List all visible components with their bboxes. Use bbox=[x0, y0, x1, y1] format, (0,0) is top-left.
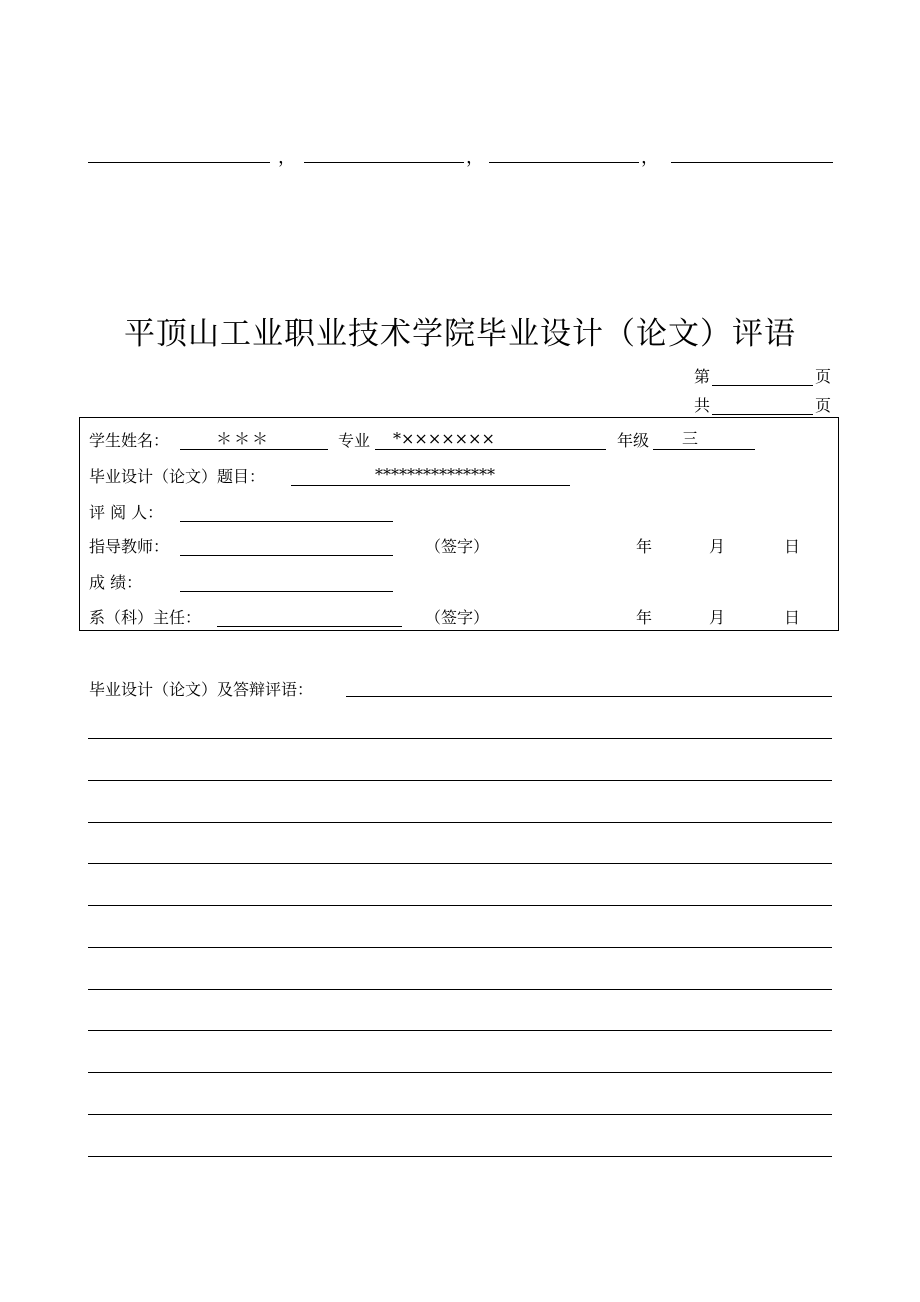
student-name-label: 学生姓名： bbox=[89, 431, 170, 450]
header-comma-3: ， bbox=[641, 147, 659, 168]
comment-line[interactable] bbox=[88, 822, 832, 823]
director-sign-label: （签字） bbox=[425, 608, 490, 627]
comments-first-line[interactable] bbox=[346, 696, 832, 697]
reviewer-field[interactable] bbox=[180, 501, 393, 522]
advisor-field[interactable] bbox=[180, 535, 393, 556]
advisor-year-label: 年 bbox=[636, 537, 653, 556]
header-blank-4[interactable] bbox=[671, 162, 833, 163]
comment-line[interactable] bbox=[88, 863, 832, 864]
header-comma-2: ， bbox=[466, 147, 484, 168]
major-field[interactable]: *××××××× bbox=[375, 429, 606, 450]
director-field[interactable] bbox=[217, 606, 402, 627]
comment-line[interactable] bbox=[88, 1030, 832, 1031]
topic-label: 毕业设计（论文）题目： bbox=[89, 467, 266, 486]
major-label: 专业 bbox=[338, 431, 371, 450]
page-number-field[interactable] bbox=[712, 365, 813, 386]
comment-line[interactable] bbox=[88, 989, 832, 990]
comments-label: 毕业设计（论文）及答辩评语： bbox=[89, 680, 314, 699]
comment-line[interactable] bbox=[88, 1072, 832, 1073]
total-pages-prefix: 共 bbox=[694, 396, 711, 415]
header-blank-3[interactable] bbox=[489, 162, 639, 163]
grade-field[interactable]: 三 bbox=[653, 429, 755, 450]
score-field[interactable] bbox=[180, 571, 393, 592]
advisor-month-label: 月 bbox=[709, 537, 726, 556]
director-year-label: 年 bbox=[636, 608, 653, 627]
header-blank-2[interactable] bbox=[304, 162, 464, 163]
header-blank-1[interactable] bbox=[88, 162, 270, 163]
total-pages-suffix: 页 bbox=[815, 396, 832, 415]
comment-line[interactable] bbox=[88, 905, 832, 906]
page-title: 平顶山工业职业技术学院毕业设计（论文）评语 bbox=[124, 316, 796, 352]
total-pages-field[interactable] bbox=[712, 394, 813, 415]
director-month-label: 月 bbox=[709, 608, 726, 627]
topic-field[interactable]: *************** bbox=[291, 465, 570, 486]
comment-line[interactable] bbox=[88, 1156, 832, 1157]
reviewer-label: 评 阅 人： bbox=[89, 503, 164, 522]
header-comma-1: ， bbox=[278, 147, 296, 168]
director-label: 系（科）主任： bbox=[89, 608, 202, 627]
comment-line[interactable] bbox=[88, 780, 832, 781]
comment-line[interactable] bbox=[88, 1114, 832, 1115]
advisor-sign-label: （签字） bbox=[425, 537, 490, 556]
student-name-field[interactable]: ＊＊＊ bbox=[180, 429, 328, 450]
grade-label: 年级 bbox=[617, 431, 650, 450]
score-label: 成 绩： bbox=[89, 573, 143, 592]
comment-line[interactable] bbox=[88, 947, 832, 948]
comment-line[interactable] bbox=[88, 738, 832, 739]
page-number-prefix: 第 bbox=[694, 367, 711, 386]
advisor-label: 指导教师： bbox=[89, 537, 170, 556]
page-number-suffix: 页 bbox=[815, 367, 832, 386]
advisor-day-label: 日 bbox=[784, 537, 801, 556]
director-day-label: 日 bbox=[784, 608, 801, 627]
